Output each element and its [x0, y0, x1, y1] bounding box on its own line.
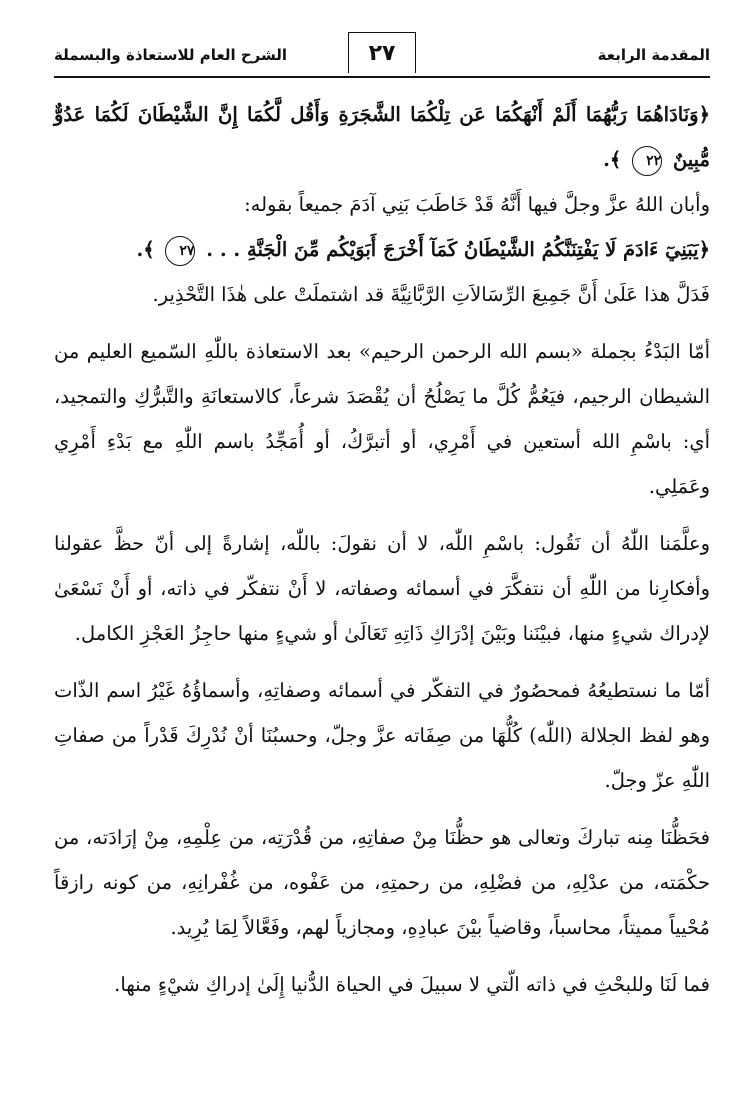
- paragraph-2: أمّا البَدْءُ بجملة «بسم الله الرحمن الرحيم» بعد الاستعاذة باللّٰهِ السّميع العليم من الشيطان الرجيم، فيَعُمُّ كُلَّ ما يَصْلُحُ أن يُقْصَدَ شرعاً، كالاستعانَةِ والتَّبرُّكِ والتمجيد، أي: باسْمِ الله أستعين في أَمْرِي، أو أتبرَّكُ، أو أُمَجِّدُ باسم اللّٰهِ مع بَدْءِ أَمْرِي وعَمَلِي.: [54, 340, 710, 498]
- paragraph-6: فما لَنَا وللبحْثِ في ذاته الّتي لا سبيلَ في الحياة الدُّنيا إِلَىٰ إدراكِ شيْءٍ منها.: [114, 973, 710, 996]
- page-body: [54, 78, 710, 1007]
- intro-line: وأبان اللهُ عزَّ وجلَّ فيها أَنَّهُ قَدْ خَاطَبَ بَنِي آدَمَ جميعاً بقوله:: [244, 193, 710, 216]
- book-section-title: الشرح العام للاستعاذة والبسملة: [54, 46, 288, 64]
- verse-1-number: ٢٢: [632, 146, 662, 176]
- verse-2-number: ٢٧: [165, 236, 195, 266]
- paragraph-3: وعلَّمَنا اللّٰهُ أن نَقُول: باسْمِ اللّٰه، لا أن نقولَ: باللّٰه، إشارةً إلى أنّ حظَّ عقولنا وأفكارِنا من اللّٰهِ أن نتفكَّرَ في أسمائه وصفاته، لا أَنْ نتفكّر في ذاته، أو أَنْ نَسْعَىٰ لإدراك شيءٍ منها، فبيْنَنا وبَيْنَ إدْرَاكِ ذَاتِهِ تَعَالَىٰ أو شيءٍ منها حاجِزُ العَجْزِ الكامل.: [54, 532, 710, 645]
- quran-verse-2: [54, 227, 710, 272]
- paragraph-1: فَدَلَّ هذا عَلَىٰ أَنَّ جَمِيعَ الرِّسَالاَتِ الرَّبَّانِيَّةَ قد اشتملَتْ على هٰذَا التَّحْذِير.: [152, 283, 710, 306]
- paragraph-5: فحَظُّنَا مِنه تباركَ وتعالى هو حظُّنَا مِنْ صفاتِهِ، من قُدْرَتِه، من عِلْمِهِ، مِنْ إرَادَته، من حكْمَته، من عدْلِهِ، من فضْلِهِ، من رحمتِهِ، من عَفْوه، من غُفْرانِهِ، من كونه رازقاً مُحْيياً مميتاً، محاسباً، وقاضياً بيْنَ عبادِهِ، ومجازياً لهم، وفَعَّالاً لِمَا يُرِيد.: [54, 826, 710, 939]
- paragraph-4: أمّا ما نستطيعُهُ فمحصُورٌ في التفكّر في أسمائه وصفاتِهِ، وأسماؤُهُ غَيْرُ اسم الذّات وهو لفظ الجلالة (اللّٰه) كُلُّهَا من صِفَاته عزَّ وجلّ، وحسبُنَا أنْ نُدْرِكَ قَدْراً من صفاتِ اللّٰهِ عزّ وجلّ.: [54, 679, 710, 792]
- page-header: [54, 0, 710, 78]
- verse-1-end: ﴾.: [603, 148, 622, 171]
- verse-2-end: ﴾.: [136, 238, 155, 261]
- verse-2-text: ﴿يَبَنِيٓ ءَادَمَ لَا يَفْتِنَنَّكُمُ الشَّيْطَانُ كَمَآ أَخْرَجَ أَبَوَيْكُم مِّنَ الْجَنَّةِ . . .: [206, 238, 710, 261]
- verse-1-text: ﴿وَنَادَاهُمَا رَبُّهُمَا أَلَمْ أَنْهَكُمَا عَن تِلْكُمَا الشَّجَرَةِ وَأَقُل لَّكُمَا إِنَّ الشَّيْطَانَ لَكُمَا عَدُوٌّ مُّبِينٌ: [54, 103, 710, 171]
- chapter-title: المقدمة الرابعة: [597, 46, 710, 64]
- page-number: ٢٧: [348, 32, 416, 73]
- quran-verse-1: [54, 92, 710, 182]
